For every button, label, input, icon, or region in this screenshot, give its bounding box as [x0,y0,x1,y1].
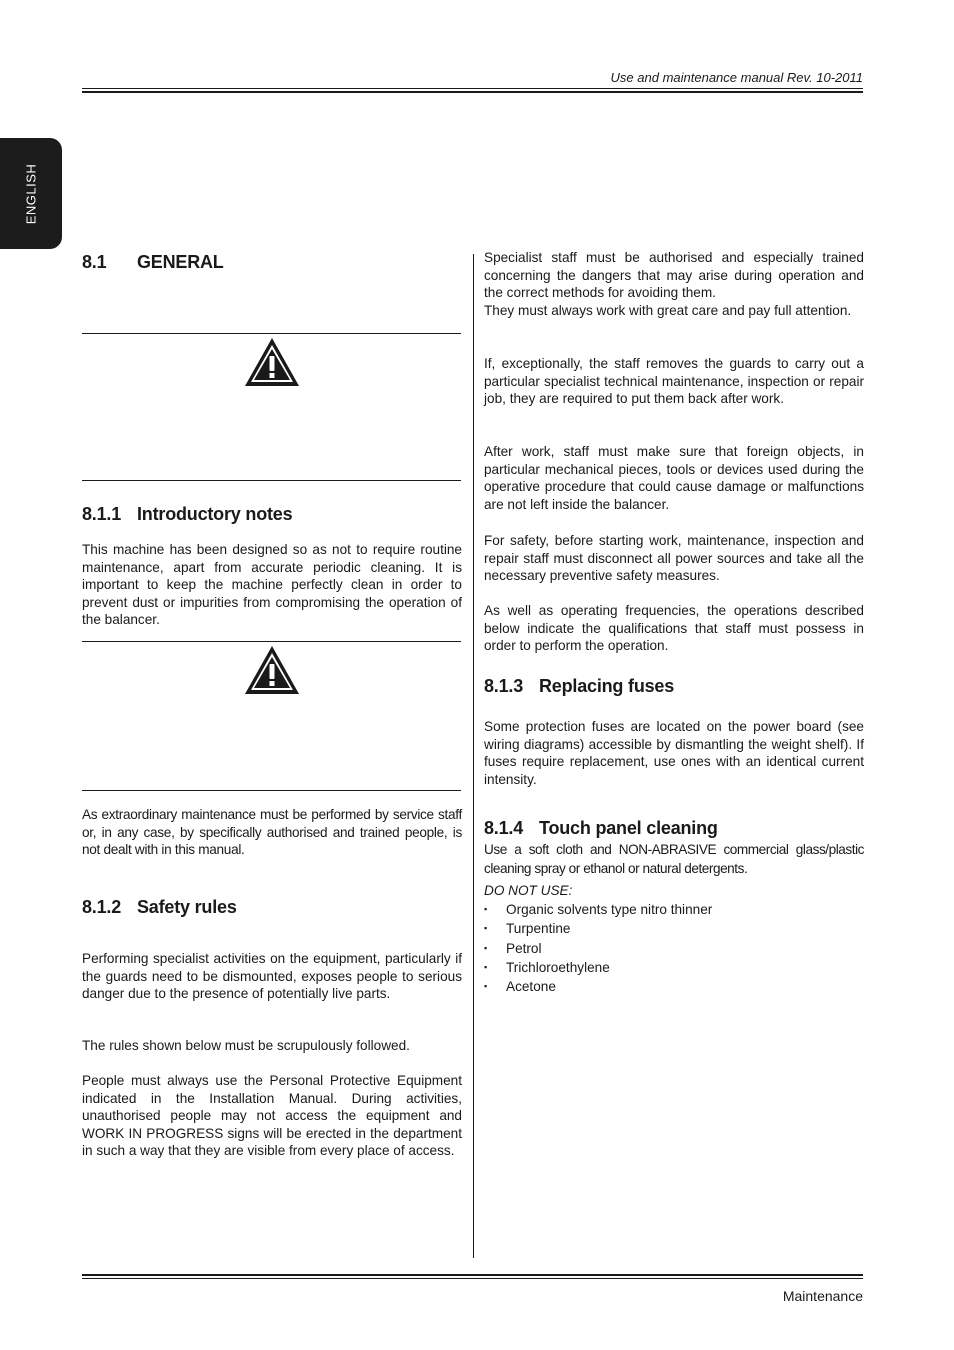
touch-number: 8.1.4 [484,818,524,838]
fuses-title: Replacing fuses [539,676,675,696]
fuses-number: 8.1.3 [484,676,524,696]
language-label: ENGLISH [23,163,39,224]
intro-title: Introductory notes [137,504,293,524]
list-item: ▪ Acetone [484,977,864,996]
safety-number: 8.1.2 [82,897,122,917]
header-rule-bottom [82,91,863,93]
header-title: Use and maintenance manual Rev. 10-2011 [610,70,863,85]
staff-paragraph-3: After work, staff must make sure that foreign objects, in particular mechanical pieces, tools or devices used during the operative procedure that could cause damage or malfunctions are not left inside the balancer. [484,444,864,512]
fuses-heading [484,676,864,697]
touch-heading [484,818,864,839]
safety-paragraph-2: The rules shown below must be scrupulously followed. [82,1038,410,1053]
staff-paragraph-5: As well as operating frequencies, the operations described below indicate the qualifications that staff must possess in order to perform the operation. [484,603,864,653]
warning-triangle-icon [243,644,301,696]
list-item: ▪ Turpentine [484,919,864,938]
footer-label: Maintenance [782,1288,863,1304]
safety-paragraph-3: People must always use the Personal Protective Equipment indicated in the Installation Manual. During activities, unauthorised people may not access the equipment and WORK IN PROGRESS signs will be erected in the department in such a way that they are visible from every place of access. [82,1073,462,1158]
touch-paragraph: Use a soft cloth and NON-ABRASIVE commercial glass/plastic cleaning spray or ethanol or natural detergents. [484,842,864,876]
warning-box2-bottom-rule [82,790,461,791]
safety-paragraph-1: Performing specialist activities on the equipment, particularly if the guards need to be dismounted, exposes people to serious danger due to the presence of potentially live parts. [82,951,462,1001]
footer-rule-top [82,1274,863,1276]
do-not-use-label: DO NOT USE: [484,883,573,898]
footer-rule-bottom [82,1278,863,1279]
warning-box2-top-rule [82,641,461,642]
column-divider [473,254,474,1258]
intro-paragraph: This machine has been designed so as not to require routine maintenance, apart from accurate periodic cleaning. It is important to keep the machine perfectly clean in order to prevent dust or impurities from compromising the operation of the balancer. [82,542,462,627]
staff-paragraph-4: For safety, before starting work, maintenance, inspection and repair staff must disconnect all power sources and take all the necessary preventive safety measures. [484,533,864,583]
safety-title: Safety rules [137,897,237,917]
do-not-use-list [484,900,864,996]
intro-heading [82,504,462,525]
staff-paragraph-1b: They must always work with great care and pay full attention. [484,302,852,318]
section-general-heading [82,252,462,273]
safety-heading [82,897,462,918]
list-item: ▪ Petrol [484,939,864,958]
warning-box-bottom-rule [82,480,461,481]
list-item: ▪ Organic solvents type nitro thinner [484,900,864,919]
section-number: 8.1 [82,252,107,272]
section-title: GENERAL [137,252,224,272]
extraordinary-paragraph: As extraordinary maintenance must be performed by service staff or, in any case, by specifically authorised and trained people, is not dealt with in this manual. [82,807,462,857]
fuses-paragraph: Some protection fuses are located on the power board (see wiring diagrams) accessible by dismantling the weight shelf). If fuses require replacement, use ones with an identical current intensity. [484,719,864,787]
warning-triangle-icon [243,336,301,388]
language-tab [0,138,62,249]
touch-title: Touch panel cleaning [539,818,718,838]
staff-paragraph-2: If, exceptionally, the staff removes the guards to carry out a particular specialist technical maintenance, inspection or repair job, they are required to put them back after work. [484,356,864,406]
list-item: ▪ Trichloroethylene [484,958,864,977]
warning-box-top-rule [82,333,461,334]
intro-number: 8.1.1 [82,504,122,524]
header-rule-top [82,88,863,89]
staff-paragraph-1: Specialist staff must be authorised and especially trained concerning the dangers that may arise during operation and the correct methods for avoiding them. [484,250,864,300]
